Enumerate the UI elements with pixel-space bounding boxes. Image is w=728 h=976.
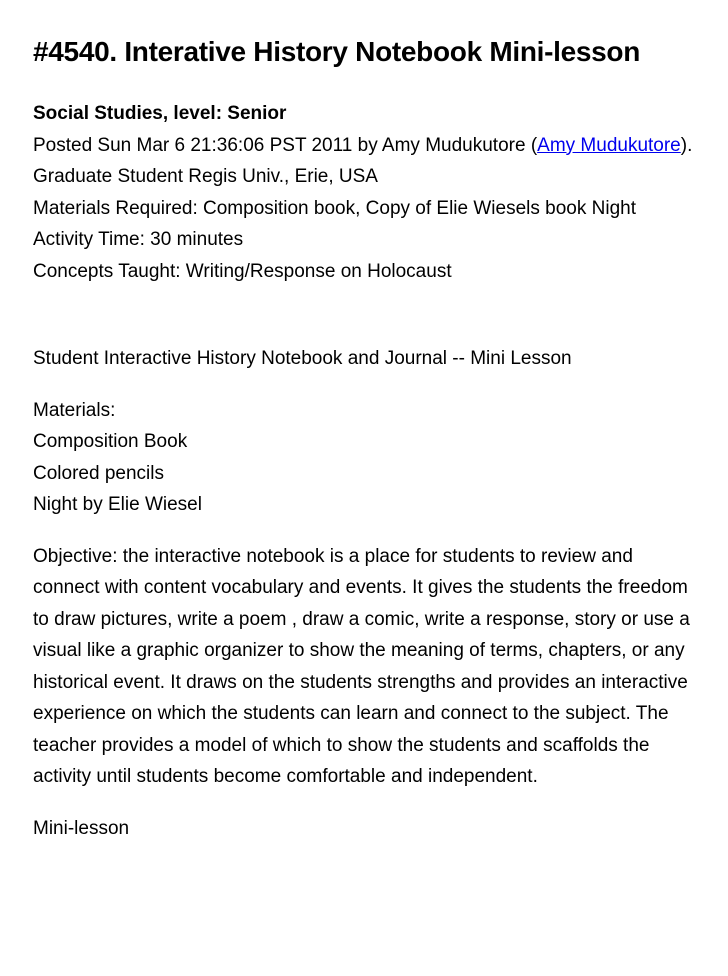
materials-heading: Materials:	[33, 399, 116, 421]
concepts-taught: Concepts Taught: Writing/Response on Holocaust	[33, 260, 452, 282]
materials-item: Composition Book	[33, 431, 188, 452]
materials-required: Materials Required: Composition book, Copy of Elie Wiesels book Night	[33, 197, 636, 219]
materials-item: Colored pencils	[33, 462, 164, 484]
activity-time: Activity Time: 30 minutes	[33, 229, 244, 250]
posted-line	[33, 130, 694, 162]
lesson-body	[33, 343, 694, 844]
page-title: #4540. Interative History Notebook Mini-lesson	[33, 36, 641, 67]
posted-text-suffix: ).	[680, 134, 693, 156]
lesson-meta-block	[33, 98, 694, 287]
mini-lesson-heading: Mini-lesson	[33, 817, 130, 839]
posted-text-prefix: Posted Sun Mar 6 21:36:06 PST 2011 by Amy Mudukutore (	[33, 134, 538, 156]
lesson-body-title: Student Interactive History Notebook and Journal -- Mini Lesson	[33, 348, 572, 369]
author-link[interactable]: Amy Mudukutore	[537, 134, 681, 156]
subject-level: Social Studies, level: Senior	[33, 103, 287, 124]
materials-list	[33, 395, 694, 521]
objective-paragraph: Objective: the interactive notebook is a place for students to review and connect with content vocabulary and events. It gives the students the freedom to draw pictures, write a poem , draw a comic, write a response, story or use a visual like a graphic organizer to show the meaning of terms, chapters, or any historical event. It draws on the students strengths and provides an interactive experience on which the students can learn and connect to the subject. The teacher provides a model of which to show the students and scaffolds the activity until students become comfortable and independent.	[33, 545, 690, 787]
author-affiliation: Graduate Student Regis Univ., Erie, USA	[33, 166, 378, 187]
materials-item: Night by Elie Wiesel	[33, 494, 202, 515]
